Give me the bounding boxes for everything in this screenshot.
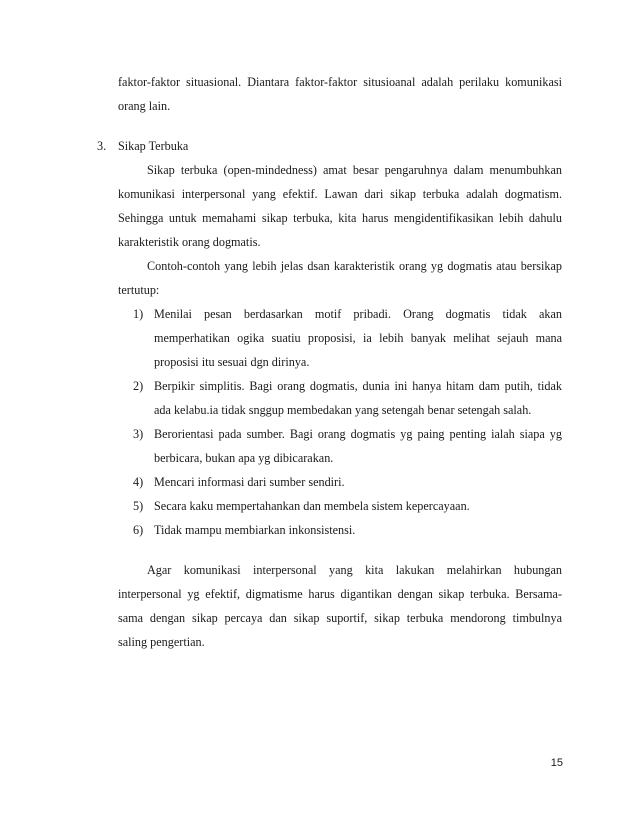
paragraph-3-line-2: interpersonal yg efektif, digmatisme harus digantikan dengan sikap terbuka. Bersama-	[118, 587, 562, 601]
section-title: Sikap Terbuka	[118, 139, 189, 153]
list-item-line: Tidak mampu membiarkan inkonsistensi.	[154, 523, 356, 537]
list-item-number: 3)	[133, 427, 144, 441]
list-item-line: Berpikir simplitis. Bagi orang dogmatis, dunia ini hanya hitam dam putih, tidak	[154, 379, 562, 393]
section-number: 3.	[97, 139, 107, 153]
list-item-number: 1)	[133, 307, 144, 321]
paragraph-3-line-4: saling pengertian.	[118, 635, 205, 649]
list-item-line: Mencari informasi dari sumber sendiri.	[154, 475, 345, 489]
paragraph-3-line-3: sama dengan sikap percaya dan sikap suportif, sikap terbuka mendorong timbulnya	[118, 611, 562, 625]
list-item-line: memperhatikan ogika suatiu proposisi, ia lebih banyak melihat sejauh mana	[154, 331, 562, 345]
list-item-line: Menilai pesan berdasarkan motif pribadi. Orang dogmatis tidak akan	[154, 307, 562, 321]
list-item-number: 4)	[133, 475, 144, 489]
list-item-line: proposisi itu sesuai dgn dirinya.	[154, 355, 310, 369]
intro-line-2: orang lain.	[118, 99, 171, 113]
list-item-number: 5)	[133, 499, 144, 513]
list-item-line: Berorientasi pada sumber. Bagi orang dogmatis yg paing penting ialah siapa yg	[154, 427, 562, 441]
paragraph-3-line-1: Agar komunikasi interpersonal yang kita lakukan melahirkan hubungan	[147, 563, 562, 577]
list-item-line: Secara kaku mempertahankan dan membela sistem kepercayaan.	[154, 499, 470, 513]
intro-line-1: faktor-faktor situasional. Diantara faktor-faktor situsioanal adalah perilaku komunikasi	[118, 75, 562, 89]
list-item-line: berbicara, bukan apa yg dibicarakan.	[154, 451, 334, 465]
list-item-number: 6)	[133, 523, 144, 537]
paragraph-1-line-3: Sehingga untuk memahami sikap terbuka, kita harus mengidentifikasikan lebih dahulu	[118, 211, 562, 225]
paragraph-2-line-2: tertutup:	[118, 283, 160, 297]
paragraph-1-line-2: komunikasi interpersonal yang efektif. Lawan dari sikap terbuka adalah dogmatism.	[118, 187, 562, 201]
paragraph-2-line-1: Contoh-contoh yang lebih jelas dsan karakteristik orang yg dogmatis atau bersikap	[147, 259, 562, 273]
page-number: 15	[550, 757, 563, 769]
paragraph-1-line-4: karakteristik orang dogmatis.	[118, 235, 261, 249]
paragraph-1-line-1: Sikap terbuka (open-mindedness) amat besar pengaruhnya dalam menumbuhkan	[147, 163, 562, 177]
list-item-line: ada kelabu.ia tidak snggup membedakan yang setengah benar setengah salah.	[154, 403, 532, 417]
list-item-number: 2)	[133, 379, 144, 393]
